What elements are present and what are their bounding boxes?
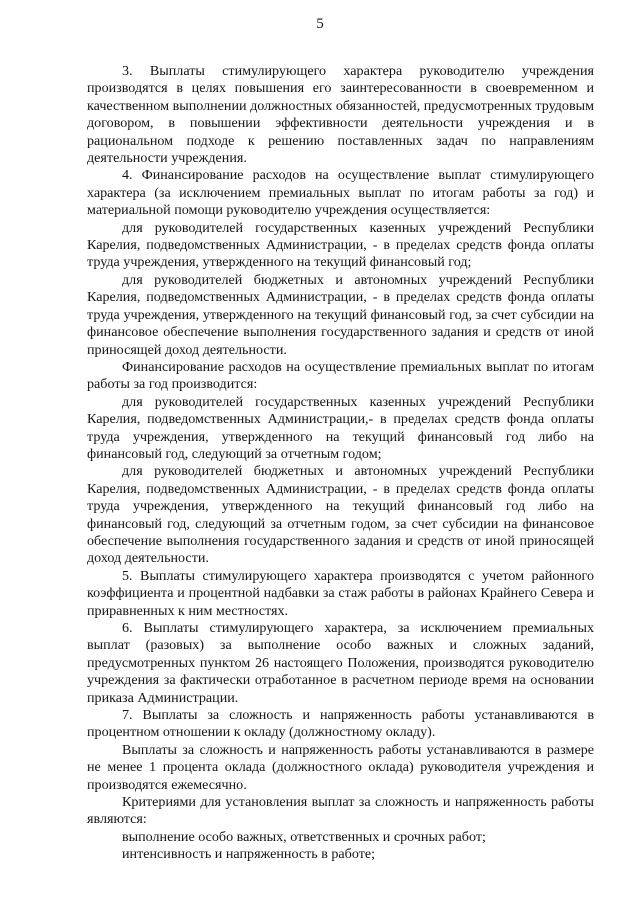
- paragraph-item-7: 7. Выплаты за сложность и напряженность работы устанавливаются в процентном отношении к окладу (должностному окладу).: [87, 707, 594, 741]
- paragraph-premialnye-kazennye: для руководителей государственных казенных учреждений Республики Карелия, подведомственных Администрации,- в пределах средств фонда оплаты труда учреждения, утвержденного на текущий финансовый год либо на финансовый год, следующий за отчетным годом;: [87, 393, 594, 462]
- paragraph-razmer: Выплаты за сложность и напряженность работы устанавливаются в размере не менее 1 процента оклада (должностного оклада) руководителя учреждения и производятся ежемесячно.: [87, 741, 594, 793]
- paragraph-item-6: 6. Выплаты стимулирующего характера, за исключением премиальных выплат (разовых) за выполнение особо важных и сложных заданий, предусмотренных пунктом 26 настоящего Положения, производятся руководителю учреждения за фактически отработанное в расчетном периоде время на основании приказа Администрации.: [87, 620, 594, 706]
- paragraph-item-5: 5. Выплаты стимулирующего характера производятся с учетом районного коэффициента и процентной надбавки за стаж работы в районах Крайнего Севера и приравненных к ним местностях.: [87, 567, 594, 619]
- criteria-list-item: интенсивность и напряженность в работе;: [122, 846, 376, 863]
- page-number: 5: [316, 16, 324, 32]
- paragraph-item-3: 3. Выплаты стимулирующего характера руководителю учреждения производятся в целях повышения его заинтересованности в своевременном и качественном выполнении должностных обязанностей, предусмотренных трудовым договором, в повышении эффективности деятельности учреждения и в рациональном подходе к решению поставленных задач по направлениям деятельности учреждения.: [87, 63, 595, 167]
- paragraph-premialnye-byudzhetnye: для руководителей бюджетных и автономных учреждений Республики Карелия, подведомственных Администрации, - в пределах средств фонда оплаты труда учреждения, утвержденного на текущий финансовый год либо на финансовый год, следующий за отчетным годом, за счет субсидии на финансовое обеспечение выполнения государственного задания и средств от иной приносящей доход деятельности.: [87, 463, 594, 567]
- paragraph-premialnye: Финансирование расходов на осуществление премиальных выплат по итогам работы за год производится:: [87, 358, 594, 393]
- paragraph-kazennye: для руководителей государственных казенных учреждений Республики Карелия, подведомственных Администрации, - в пределах средств фонда оплаты труда учреждения, утвержденного на текущий финансовый год;: [87, 219, 594, 271]
- document-body: [87, 63, 594, 864]
- paragraph-byudzhetnye: для руководителей бюджетных и автономных учреждений Республики Карелия, подведомственных Администрации, - в пределах средств фонда оплаты труда учреждения, утвержденного на текущий финансовый год, за счет субсидии на финансовое обеспечение выполнения государственного задания и средств от иной приносящей доход деятельности.: [87, 271, 594, 358]
- paragraph-item-4: 4. Финансирование расходов на осуществление выплат стимулирующего характера (за исключением премиальных выплат по итогам работы за год) и материальной помощи руководителю учреждения осуществляется:: [87, 167, 594, 219]
- paragraph-kriterii: Критериями для установления выплат за сложность и напряженность работы являются:: [87, 794, 594, 828]
- criteria-list-item: выполнение особо важных, ответственных и срочных работ;: [122, 828, 486, 845]
